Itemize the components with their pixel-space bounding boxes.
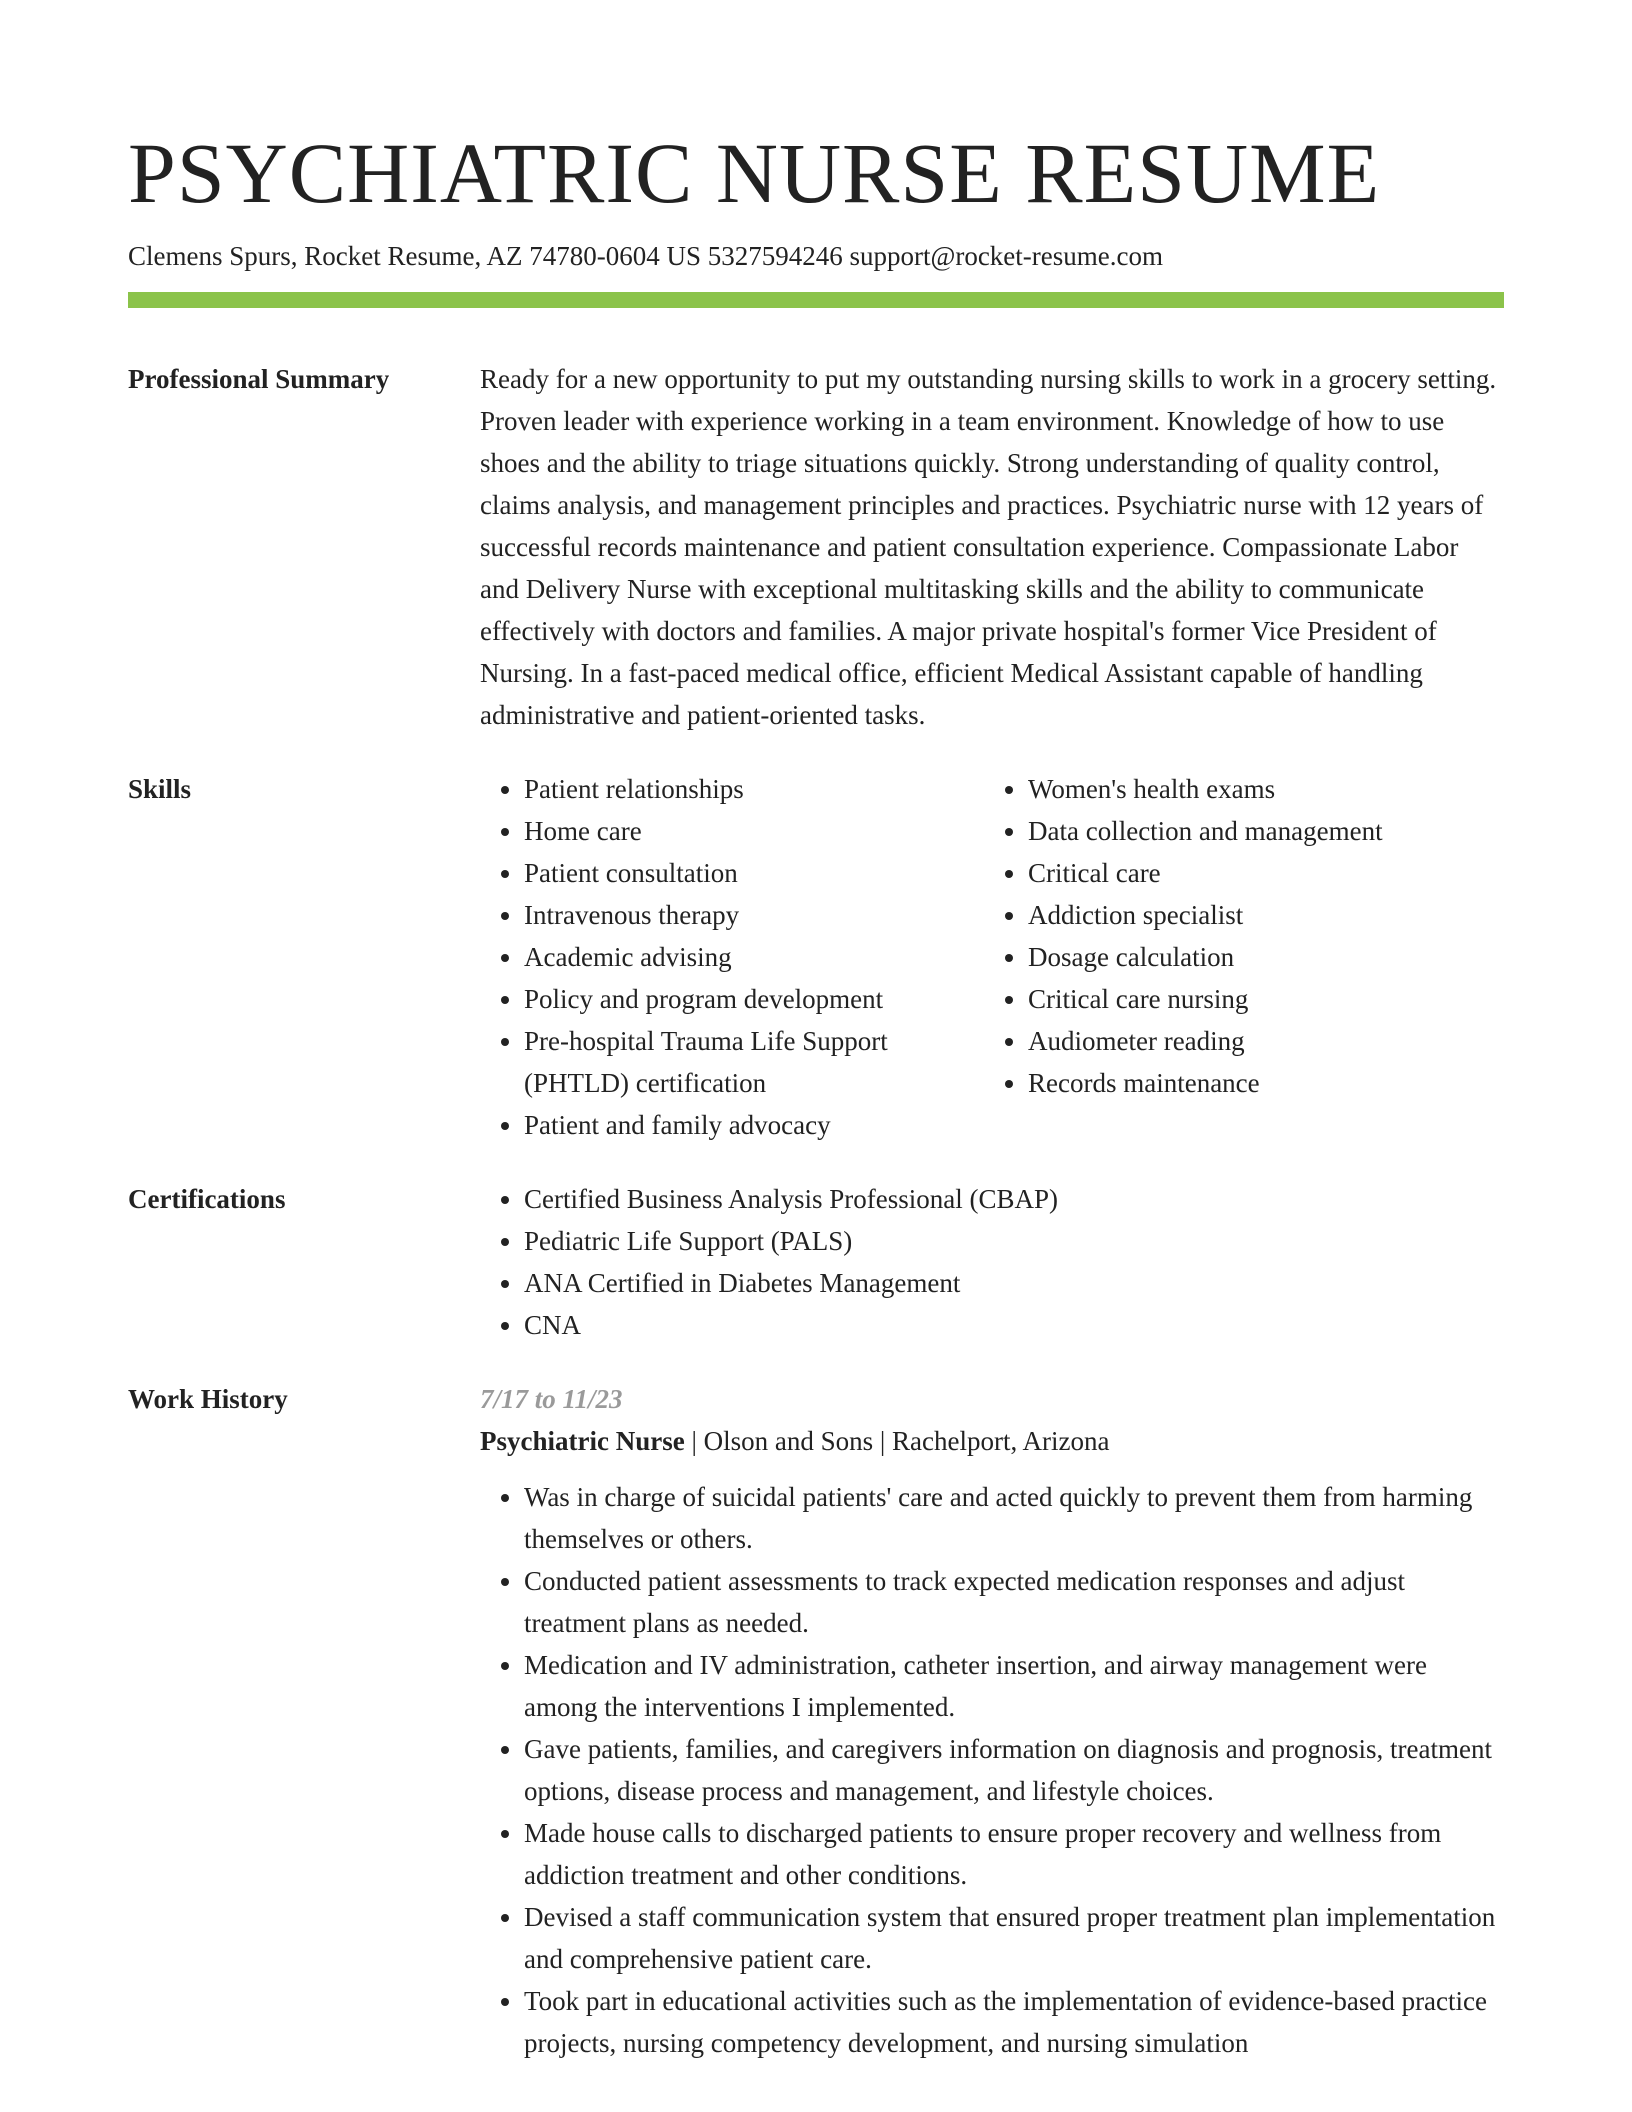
job-title: Psychiatric Nurse bbox=[480, 1426, 685, 1456]
resume-page bbox=[128, 0, 1504, 2064]
work-history-section bbox=[128, 1378, 1504, 2064]
skill-item: • Patient and family advocacy bbox=[524, 1104, 984, 1146]
skills-column-right bbox=[984, 768, 1488, 1146]
section-label-certifications: Certifications bbox=[128, 1184, 286, 1214]
work-history-body bbox=[480, 1378, 1504, 2064]
skill-item: • Patient consultation bbox=[524, 852, 984, 894]
job-dates: 7/17 to 11/23 bbox=[480, 1384, 623, 1414]
certification-item: • Certified Business Analysis Professional (CBAP) bbox=[524, 1178, 1504, 1220]
accent-divider bbox=[128, 292, 1504, 308]
job-bullet: • Conducted patient assessments to track expected medication responses and adjust treatment plans as needed. bbox=[524, 1560, 1504, 1644]
skill-item: • Women's health exams bbox=[1028, 768, 1488, 810]
skills-section bbox=[128, 768, 1504, 1146]
job-bullet: • Made house calls to discharged patients to ensure proper recovery and wellness from addiction treatment and other conditions. bbox=[524, 1812, 1504, 1896]
skill-item: • Records maintenance bbox=[1028, 1062, 1488, 1104]
skill-item: • Dosage calculation bbox=[1028, 936, 1488, 978]
skills-columns bbox=[480, 768, 1504, 1146]
section-label-work-history: Work History bbox=[128, 1384, 288, 1414]
contact-info: Clemens Spurs, Rocket Resume, AZ 74780-0604 US 5327594246 support@rocket-resume.com bbox=[128, 241, 1163, 271]
job-bullet: • Gave patients, families, and caregivers information on diagnosis and prognosis, treatment options, disease process and management, and lifestyle choices. bbox=[524, 1728, 1504, 1812]
certification-item: • ANA Certified in Diabetes Management bbox=[524, 1262, 1504, 1304]
summary-body bbox=[480, 358, 1504, 736]
professional-summary-section bbox=[128, 358, 1504, 736]
resume-title: PSYCHIATRIC NURSE RESUME bbox=[128, 125, 1381, 221]
skill-item: • Policy and program development bbox=[524, 978, 984, 1020]
job-bullet: • Medication and IV administration, catheter insertion, and airway management were among the interventions I implemented. bbox=[524, 1644, 1504, 1728]
skill-item: • Data collection and management bbox=[1028, 810, 1488, 852]
job-bullet: • Was in charge of suicidal patients' care and acted quickly to prevent them from harming themselves or others. bbox=[524, 1476, 1504, 1560]
skill-item: • Audiometer reading bbox=[1028, 1020, 1488, 1062]
certifications-section bbox=[128, 1178, 1504, 1346]
section-label-summary: Professional Summary bbox=[128, 364, 390, 394]
skill-item: • Home care bbox=[524, 810, 984, 852]
certification-item: • Pediatric Life Support (PALS) bbox=[524, 1220, 1504, 1262]
job-heading bbox=[480, 1420, 1504, 1462]
skill-item: • Patient relationships bbox=[524, 768, 984, 810]
certifications-body bbox=[480, 1178, 1504, 1346]
skills-list-left bbox=[480, 768, 984, 1146]
skill-item: • Critical care nursing bbox=[1028, 978, 1488, 1020]
certification-item: • CNA bbox=[524, 1304, 1504, 1346]
skill-item: • Pre-hospital Trauma Life Support (PHTLD) certification bbox=[524, 1020, 984, 1104]
skill-item: • Addiction specialist bbox=[1028, 894, 1488, 936]
job-bullet: • Devised a staff communication system that ensured proper treatment plan implementation and comprehensive patient care. bbox=[524, 1896, 1504, 1980]
skills-list-right bbox=[984, 768, 1488, 1104]
job-employer-location: | Olson and Sons | Rachelport, Arizona bbox=[684, 1426, 1110, 1456]
summary-text: Ready for a new opportunity to put my outstanding nursing skills to work in a grocery setting. Proven leader with experience working in a team environment. Knowledge of how to use shoes and the ability to triage situations quickly. Strong understanding of quality control, claims analysis, and management principles and practices. Psychiatric nurse with 12 years of successful records maintenance and patient consultation experience. Compassionate Labor and Delivery Nurse with exceptional multitasking skills and the ability to communicate effectively with doctors and families. A major private hospital's former Vice President of Nursing. In a fast-paced medical office, efficient Medical Assistant capable of handling administrative and patient-oriented tasks. bbox=[480, 364, 1497, 730]
section-label-skills: Skills bbox=[128, 774, 192, 804]
skill-item: • Intravenous therapy bbox=[524, 894, 984, 936]
skills-column-left bbox=[480, 768, 984, 1146]
job-bullet: • Took part in educational activities such as the implementation of evidence-based practice projects, nursing competency development, and nursing simulation bbox=[524, 1980, 1504, 2064]
job-bullets bbox=[480, 1476, 1504, 2064]
certifications-list bbox=[480, 1178, 1504, 1346]
skill-item: • Critical care bbox=[1028, 852, 1488, 894]
skill-item: • Academic advising bbox=[524, 936, 984, 978]
